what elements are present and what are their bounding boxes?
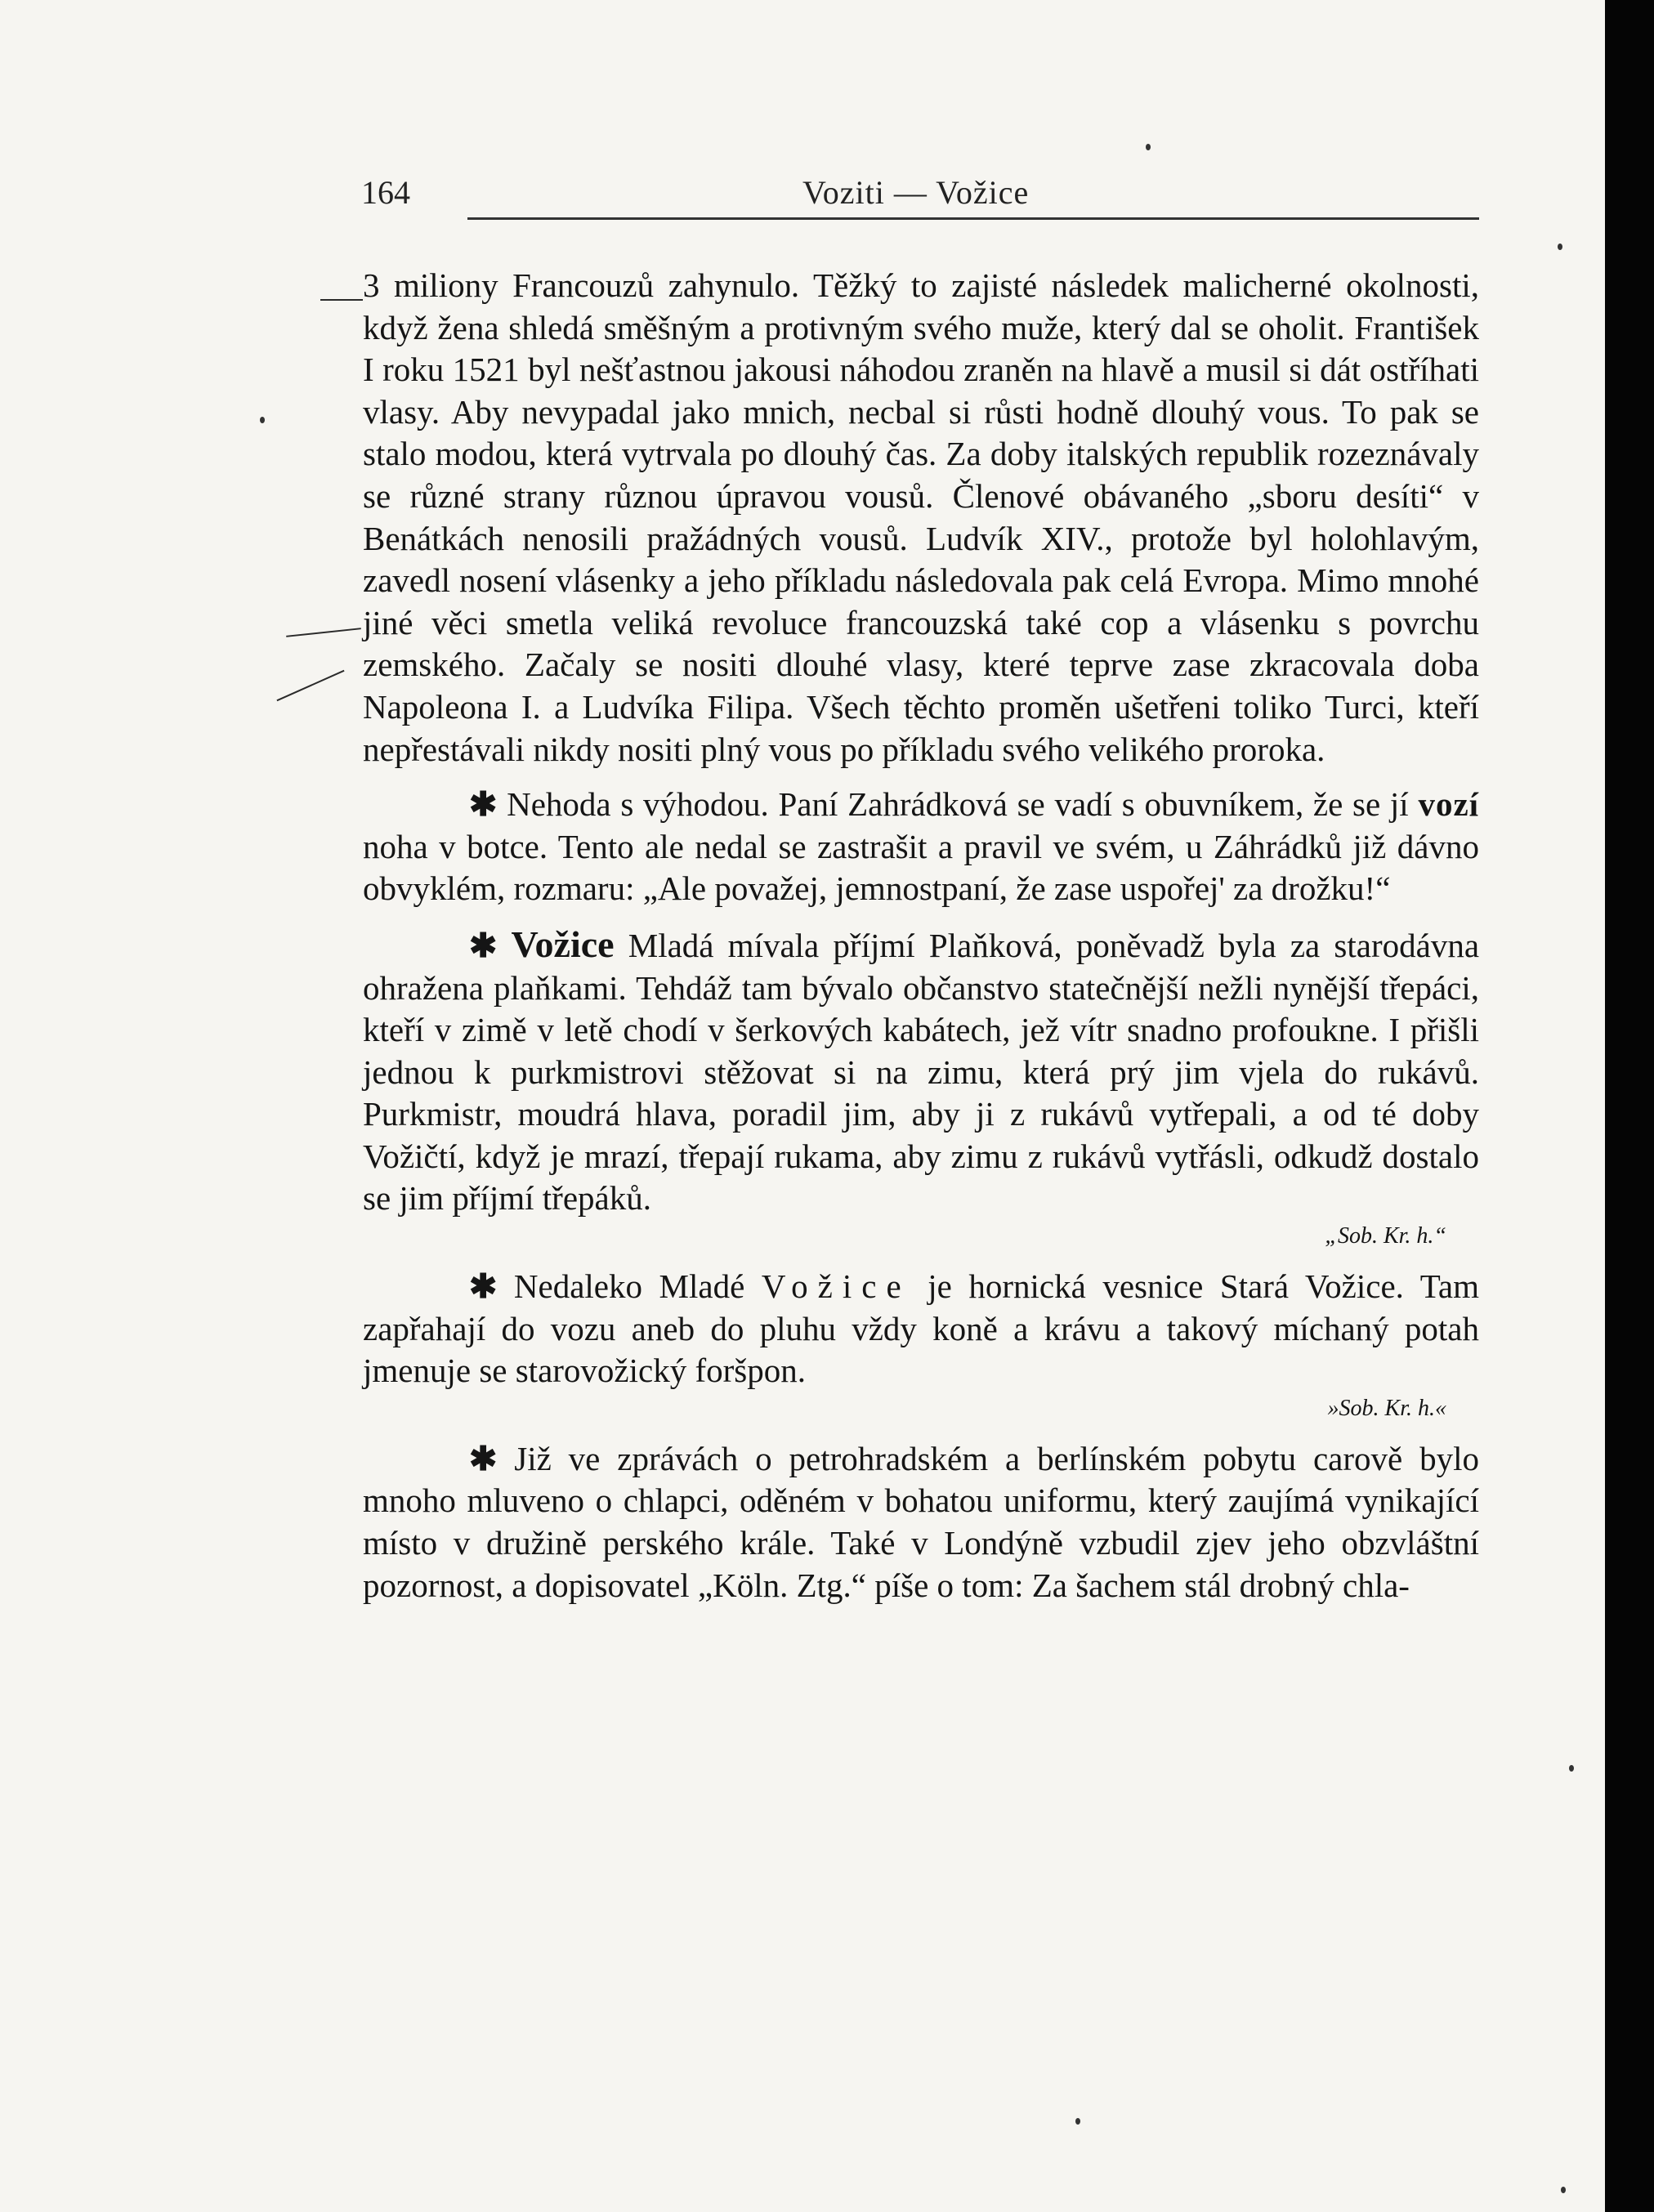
page-speck <box>1558 244 1562 250</box>
page-header <box>361 173 1479 219</box>
page-speck <box>1075 2118 1080 2125</box>
entry-text: Již ve zprávách o petrohradském a berlínském pobytu carově bylo mnoho mluveno o chlapci, oděném v bohatou uniformu, který zaujímá vynikající místo v družině perského krále. Také v Londýně vzbudil zjev jeho obzvláštní pozornost, a dopisovatel „Köln. Ztg.“ píše o tom: Za šachem stál drobný chla- <box>363 1439 1479 1604</box>
entry-persian-boy <box>363 1438 1479 1606</box>
entry-text: noha v botce. Tento ale nedal se zastrašit a pravil ve svém, u Záhrádků již dávno obvyklém, rozmaru: „Ale považej, jemnostpaní, že zase uspořej' za drožku!“ <box>363 827 1479 908</box>
spaced-word: Vožice <box>761 1267 911 1306</box>
entry-text: Nedaleko Mladé <box>513 1267 745 1306</box>
source-citation: „Sob. Kr. h.“ <box>1325 1223 1446 1249</box>
asterisk-icon: ✱ <box>469 785 498 824</box>
page-number: 164 <box>361 174 410 211</box>
page-speck <box>1569 1765 1574 1772</box>
page-speck <box>260 417 265 423</box>
headword: vozí <box>1418 785 1480 824</box>
source-citation: »Sob. Kr. h.« <box>1327 1395 1446 1421</box>
entry-vozice <box>363 923 1479 1220</box>
asterisk-icon: ✱ <box>469 926 498 964</box>
entry-text: Mladá mívala příjmí Plaňková, poněvadž byla za starodávna ohražena plaňkami. Tehdáž tam bývalo občanstvo statečnější nežli nynější třepáci, kteří v zimě v letě chodí v šerkových kabátech, jež vítr snadno profoukne. I přišli jednou k purkmistrovi stěžovat si na zimu, která prý jim vjela do rukávů. Purkmistr, moudrá hlava, poradil jim, aby ji z rukávů vytřepali, a od té doby Vožičtí, když je mrazí, třepají rukama, aby zimu z rukávů vytřásli, odkudž dostalo se jim příjmí třepáků. <box>363 926 1480 1218</box>
running-title: Voziti — Vožice <box>802 174 1030 211</box>
asterisk-icon: ✱ <box>469 1439 498 1477</box>
asterisk-icon: ✱ <box>469 1267 498 1306</box>
paragraph-beard-history: 3 miliony Francouzů zahynulo. Těžký to zajisté následek malicherné okolnosti, když žena shledá směšným a protivným svého muže, který dal se oholit. František I roku 1521 byl nešťastnou jakousi náhodou zraněn na hlavě a musil si dát ostříhati vlasy. Aby nevypadal jako mnich, necbal si růsti hodně dlouhý vous. To pak se stalo modou, která vytrvala po dlouhý čas. Za doby italských republik rozeznávaly se různé strany různou úpravou vousů. Členové obávaného „sboru desíti“ v Benátkách nenosili pražádných vousů. Ludvík XIV., protože byl holohlavým, zavedl nosení vlásenky a jeho příkladu následovala pak celá Evropa. Mimo mnohé jiné věci smetla veliká revoluce francouzská také cop a vlásenku s povrchu zemského. Začaly se nositi dlouhé vlasy, které teprve zase zkracovala doba Napoleona I. a Ludvíka Filipa. Všech těchto proměn ušetřeni toliko Turci, kteří nepřestávali nikdy nositi plný vous po příkladu svého velikého proroka. <box>363 266 1479 768</box>
page-body <box>363 265 1479 1606</box>
margin-pencil-mark <box>276 670 344 701</box>
margin-pencil-mark <box>320 299 363 301</box>
page-speck <box>1146 144 1151 150</box>
margin-pencil-mark <box>286 628 361 637</box>
entry-text: Nehoda s výhodou. Paní Zahrádková se vadí s obuvníkem, že se jí <box>507 785 1409 824</box>
entry-nehoda <box>363 784 1479 910</box>
header-rule <box>467 217 1479 220</box>
scan-border <box>1605 0 1654 2212</box>
entry-text: je hornická vesnice Stará Vožice. Tam zapřahají do vozu aneb do pluhu vždy koně a krávu a takový míchaný potah jmenuje se starovožický foršpon. <box>363 1267 1479 1390</box>
page-speck <box>1561 2187 1566 2193</box>
headword: Vožice <box>511 923 615 965</box>
entry-stara-vozice <box>363 1266 1479 1392</box>
